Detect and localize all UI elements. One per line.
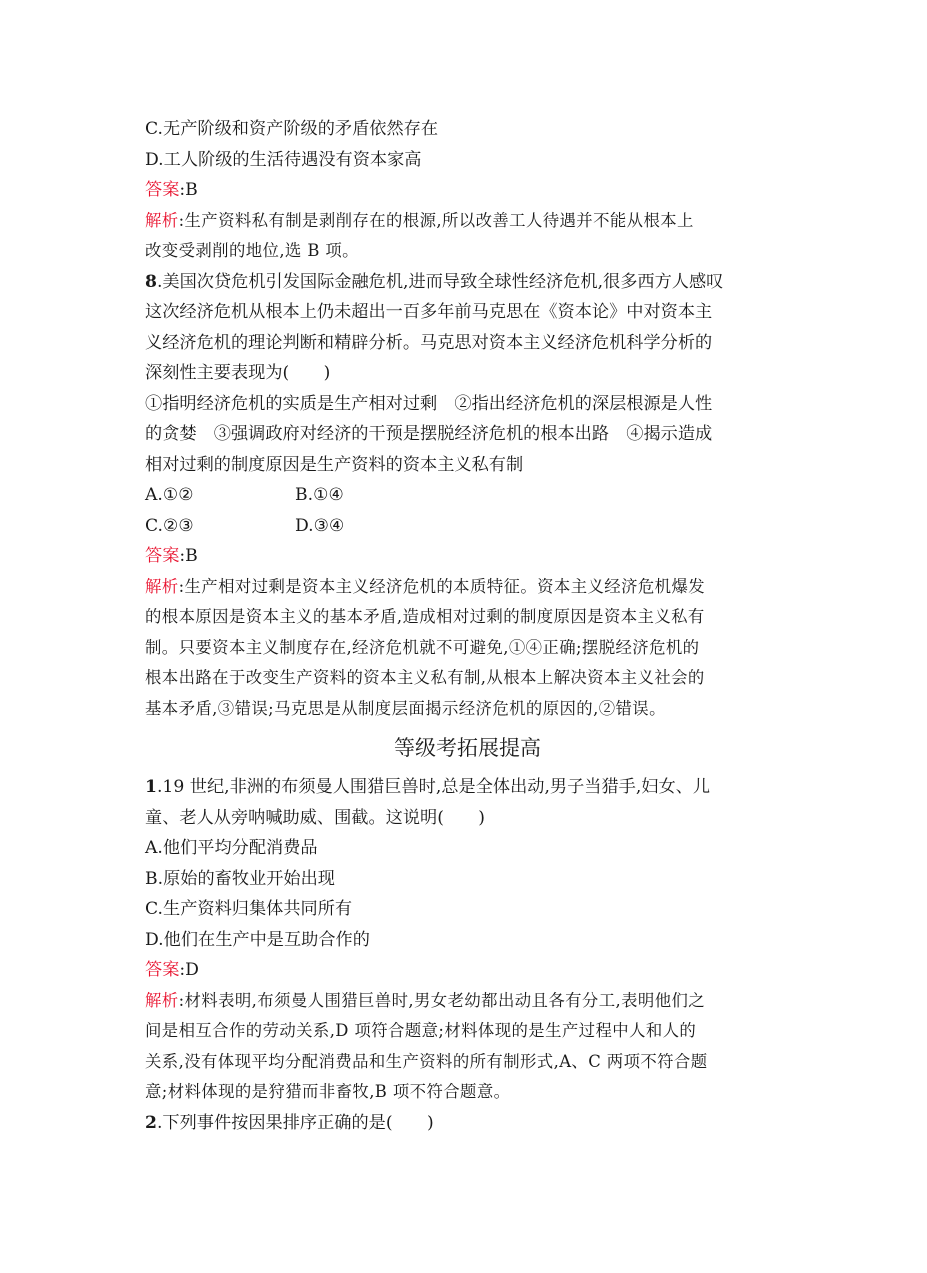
answer-value: :D bbox=[179, 960, 199, 980]
explanation bbox=[145, 206, 790, 267]
answer-line bbox=[145, 955, 790, 986]
answer-label: 答案 bbox=[145, 180, 180, 200]
explanation-text: 关系,没有体现平均分配消费品和生产资料的所有制形式,A、C 两项不符合题 bbox=[145, 1051, 708, 1071]
explanation-label: 解析 bbox=[145, 990, 179, 1010]
answer-line bbox=[145, 541, 790, 572]
document-page bbox=[145, 114, 790, 1138]
question-stem: 这次经济危机从根本上仍未超出一百多年前马克思在《资本论》中对资本主 bbox=[145, 302, 713, 322]
statement-line: ①指明经济危机的实质是生产相对过剩 ②指出经济危机的深层根源是人性 bbox=[145, 393, 713, 414]
explanation-text: 制。只要资本主义制度存在,经济危机就不可避免,①④正确;摆脱经济危机的 bbox=[145, 637, 700, 657]
answer-label: 答案 bbox=[145, 546, 180, 566]
question-stem: 义经济危机的理论判断和精辟分析。马克思对资本主义经济危机科学分析的 bbox=[145, 332, 713, 353]
question-stem: 童、老人从旁呐喊助威、围截。这说明( ) bbox=[145, 807, 485, 828]
options-row bbox=[145, 480, 790, 511]
question-number: 8 bbox=[145, 271, 157, 292]
explanation-text: 的根本原因是资本主义的基本矛盾,造成相对过剩的制度原因是资本主义私有 bbox=[145, 607, 705, 626]
explanation-text: :生产资料私有制是剥削存在的根源,所以改善工人待遇并不能从根本上 bbox=[178, 210, 694, 230]
option-d: D.他们在生产中是互助合作的 bbox=[145, 929, 370, 950]
question-stem: .下列事件按因果排序正确的是( ) bbox=[156, 1112, 434, 1133]
answer-value: :B bbox=[179, 180, 198, 200]
explanation-text: :生产相对过剩是资本主义经济危机的本质特征。资本主义经济危机爆发 bbox=[178, 576, 706, 596]
question-number: 2 bbox=[145, 1112, 157, 1133]
option-c: C.无产阶级和资产阶级的矛盾依然存在 bbox=[145, 119, 439, 139]
statement-line: 相对过剩的制度原因是生产资料的资本主义私有制 bbox=[145, 454, 524, 475]
explanation bbox=[145, 572, 790, 725]
option-c: C.生产资料归集体共同所有 bbox=[145, 899, 353, 919]
answer-label: 答案 bbox=[145, 960, 180, 980]
section-heading: 等级考拓展提高 bbox=[394, 736, 541, 760]
explanation-text: 改变受剥削的地位,选 B 项。 bbox=[145, 241, 359, 260]
question-stem: 深刻性主要表现为( ) bbox=[145, 363, 331, 383]
question-stem: .19 世纪,非洲的布须曼人围猎巨兽时,总是全体出动,男子当猎手,妇女、儿 bbox=[156, 777, 711, 797]
explanation-text: 基本矛盾,③错误;马克思是从制度层面揭示经济危机的原因的,②错误。 bbox=[145, 698, 666, 718]
explanation-label: 解析 bbox=[145, 210, 179, 230]
question-8 bbox=[145, 267, 790, 725]
option-b: B.原始的畜牧业开始出现 bbox=[145, 868, 335, 889]
answer-value: :B bbox=[179, 546, 198, 566]
question-number: 1 bbox=[145, 777, 157, 797]
question-stem: .美国次贷危机引发国际金融危机,进而导致全球性经济危机,很多西方人感叹 bbox=[156, 271, 724, 292]
explanation-text: 意;材料体现的是狩猎而非畜牧,B 项不符合题意。 bbox=[145, 1082, 511, 1101]
option-d: D.工人阶级的生活待遇没有资本家高 bbox=[145, 149, 422, 170]
explanation-label: 解析 bbox=[145, 576, 179, 596]
explanation-text: 间是相互合作的劳动关系,D 项符合题意;材料体现的是生产过程中人和人的 bbox=[145, 1021, 697, 1040]
question-1 bbox=[145, 772, 790, 1108]
answer-line bbox=[145, 175, 790, 206]
explanation-text: :材料表明,布须曼人围猎巨兽时,男女老幼都出动且各有分工,表明他们之 bbox=[178, 990, 706, 1010]
option-a: A.他们平均分配消费品 bbox=[145, 838, 318, 858]
option-b: B.①④ bbox=[295, 485, 344, 505]
option-a: A.①② bbox=[145, 485, 194, 505]
question-2 bbox=[145, 1108, 790, 1139]
explanation-text: 根本出路在于改变生产资料的资本主义私有制,从根本上解决资本主义社会的 bbox=[145, 668, 705, 687]
options-row bbox=[145, 511, 790, 542]
option-c: C.②③ bbox=[145, 515, 194, 536]
option-d: D.③④ bbox=[295, 515, 345, 536]
explanation bbox=[145, 986, 790, 1108]
statement-line: 的贪婪 ③强调政府对经济的干预是摆脱经济危机的根本出路 ④揭示造成 bbox=[145, 424, 713, 444]
